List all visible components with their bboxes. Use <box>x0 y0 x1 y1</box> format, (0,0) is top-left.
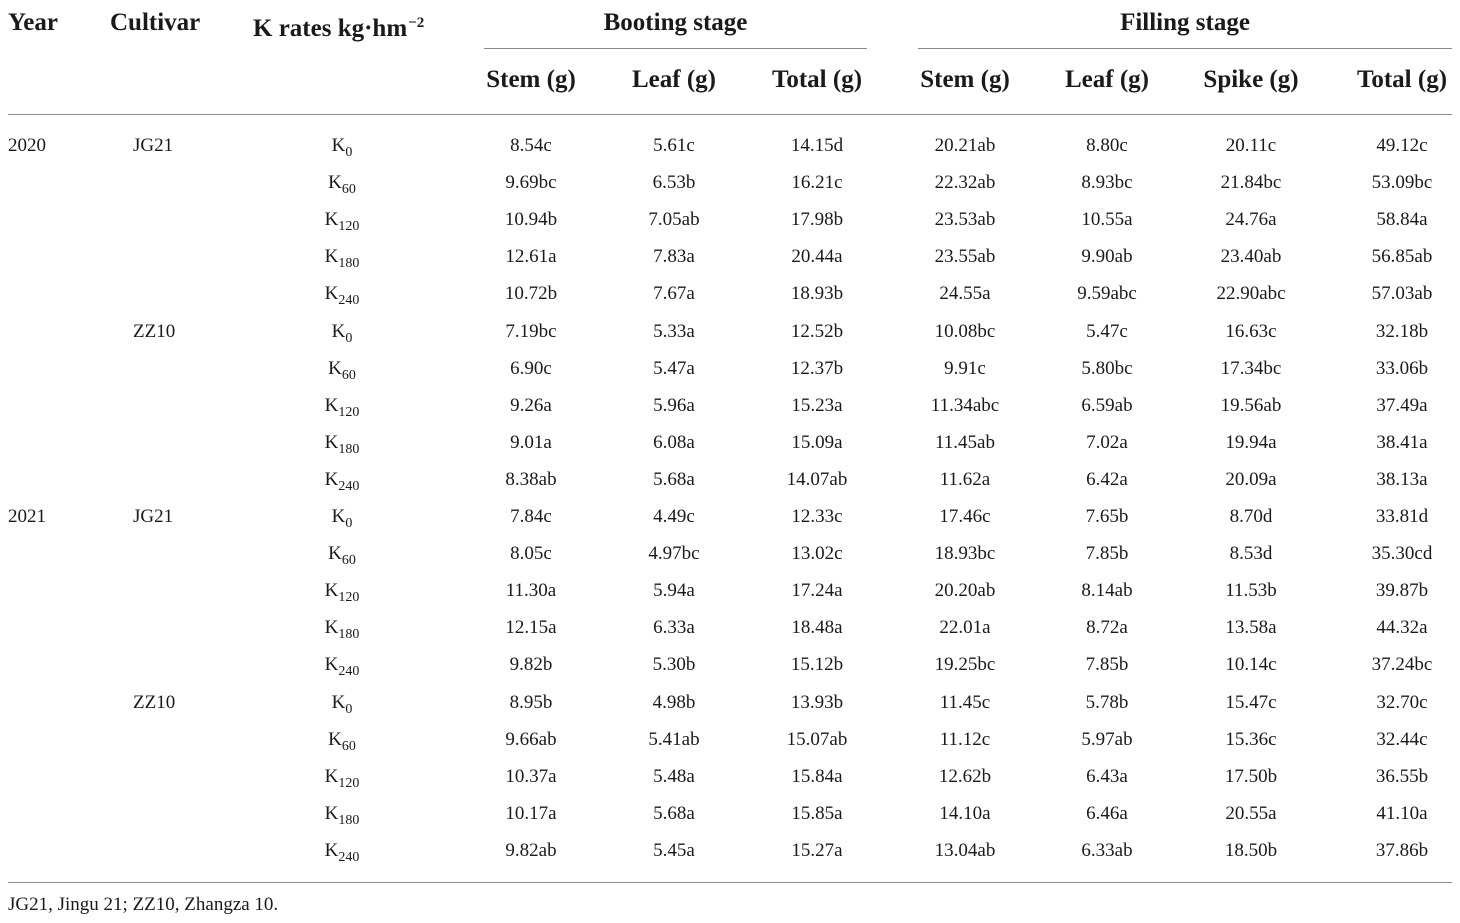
header-filling-stem: Stem (g) <box>920 66 1010 93</box>
cell-value: 6.42a <box>1086 468 1128 490</box>
cell-value: 14.10a <box>939 802 991 824</box>
header-k-rates-label: K rates kg·hm <box>253 15 408 42</box>
cell-value: 11.30a <box>505 580 557 602</box>
cell-value: 8.53d <box>1229 543 1273 565</box>
cell-value: 20.44a <box>791 246 843 268</box>
cell-value: 13.58a <box>1225 617 1277 639</box>
k-rate-symbol: K <box>331 506 346 527</box>
cell-value: 8.54c <box>510 135 552 156</box>
cell-value: 15.85a <box>791 802 843 824</box>
k-rate-subscript: 0 <box>345 516 353 531</box>
cell-value: 8.38ab <box>505 468 557 490</box>
table-row <box>0 320 1460 357</box>
cell-value: 12.33c <box>791 506 843 527</box>
k-rate-subscript: 60 <box>341 553 356 569</box>
cell-value: 7.05ab <box>648 209 700 231</box>
k-rate-subscript: 120 <box>338 404 360 420</box>
k-rate-subscript: 0 <box>345 701 353 717</box>
table-row <box>0 468 1460 505</box>
cell-value: 5.80bc <box>1081 357 1133 379</box>
cell-k-rate <box>302 765 382 796</box>
cell-value: 10.17a <box>505 802 557 824</box>
table-row <box>0 542 1460 579</box>
cell-value: 14.07ab <box>786 468 848 490</box>
cell-value: 35.30cd <box>1371 543 1433 565</box>
table-row <box>0 171 1460 208</box>
cell-value: 5.61c <box>653 135 695 156</box>
cell-value: 20.55a <box>1225 802 1277 824</box>
k-rate-symbol: K <box>324 765 339 787</box>
cell-value: 10.55a <box>1081 209 1133 231</box>
cell-value: 24.55a <box>939 283 991 305</box>
cell-value: 5.45a <box>653 839 695 861</box>
table-footnote: JG21, Jingu 21; ZZ10, Zhangza 10. <box>8 894 279 915</box>
cell-cultivar: JG21 <box>133 506 174 527</box>
k-rate-symbol: K <box>324 654 339 676</box>
cell-k-rate <box>302 505 382 536</box>
cell-value: 53.09bc <box>1371 172 1433 194</box>
k-rate-symbol: K <box>324 580 339 602</box>
k-rate-symbol: K <box>324 468 339 490</box>
cell-value: 6.33ab <box>1081 839 1133 861</box>
k-rate-subscript: 120 <box>338 775 360 791</box>
cell-value: 32.70c <box>1376 691 1428 713</box>
cell-value: 9.90ab <box>1081 246 1133 268</box>
cell-value: 8.05c <box>510 543 552 565</box>
k-rate-subscript: 60 <box>341 367 356 383</box>
cell-value: 5.68a <box>653 468 695 490</box>
k-rate-symbol: K <box>324 839 339 861</box>
cell-year: 2020 <box>8 135 46 156</box>
k-rate-subscript: 240 <box>338 293 360 309</box>
table-row <box>0 653 1460 690</box>
cell-value: 5.96a <box>653 394 695 416</box>
cell-value: 4.49c <box>653 506 695 527</box>
cell-value: 22.90abc <box>1216 283 1286 305</box>
cell-value: 5.94a <box>653 580 695 602</box>
cell-value: 23.40ab <box>1220 246 1282 268</box>
k-rate-symbol: K <box>324 283 339 305</box>
cell-value: 12.52b <box>790 320 844 342</box>
cell-k-rate <box>302 468 382 499</box>
cell-value: 11.53b <box>1225 580 1277 602</box>
cell-value: 18.93bc <box>934 543 996 565</box>
header-k-rates-exponent: −2 <box>408 15 425 31</box>
cell-k-rate <box>302 171 382 202</box>
cell-value: 7.19bc <box>505 320 557 342</box>
cell-value: 39.87b <box>1375 580 1429 602</box>
cell-value: 20.20ab <box>934 580 996 602</box>
cell-value: 44.32a <box>1376 617 1428 639</box>
cell-value: 5.47c <box>1086 320 1128 342</box>
cell-value: 18.93b <box>790 283 844 305</box>
table-row <box>0 357 1460 394</box>
cell-value: 15.23a <box>791 394 843 416</box>
cell-value: 8.95b <box>509 691 553 713</box>
cell-value: 13.02c <box>791 543 843 565</box>
cell-value: 17.46c <box>939 506 991 527</box>
cell-value: 5.68a <box>653 802 695 824</box>
table-row <box>0 208 1460 245</box>
table-row <box>0 134 1460 171</box>
cell-value: 17.34bc <box>1220 357 1282 379</box>
k-rate-symbol: K <box>328 172 342 194</box>
cell-value: 5.47a <box>653 357 695 379</box>
cell-value: 10.37a <box>505 765 557 787</box>
cell-value: 7.02a <box>1086 431 1128 453</box>
cell-value: 13.93b <box>790 691 844 713</box>
cell-value: 15.36c <box>1225 728 1277 750</box>
cell-value: 6.46a <box>1086 802 1128 824</box>
cell-value: 6.90c <box>510 357 552 379</box>
cell-value: 12.37b <box>790 357 844 379</box>
k-rate-symbol: K <box>328 357 342 379</box>
cell-value: 11.12c <box>939 728 991 750</box>
cell-value: 22.32ab <box>934 172 996 194</box>
cell-k-rate <box>302 282 382 313</box>
cell-value: 17.24a <box>791 580 843 602</box>
cell-value: 6.08a <box>653 431 695 453</box>
cell-value: 8.70d <box>1229 506 1273 527</box>
cell-k-rate <box>302 653 382 684</box>
cell-k-rate <box>302 208 382 239</box>
cell-value: 36.55b <box>1375 765 1429 787</box>
header-k-rates <box>253 8 424 44</box>
cell-value: 21.84bc <box>1220 172 1282 194</box>
header-booting-stage: Booting stage <box>603 9 748 36</box>
cell-value: 7.67a <box>653 283 695 305</box>
cell-value: 57.03ab <box>1371 283 1433 305</box>
cell-value: 11.34abc <box>930 394 1000 416</box>
cell-value: 13.04ab <box>934 839 996 861</box>
k-rate-subscript: 240 <box>338 664 360 680</box>
cell-value: 15.09a <box>791 431 843 453</box>
cell-value: 7.85b <box>1085 543 1129 565</box>
cell-cultivar: JG21 <box>133 135 174 156</box>
table-row <box>0 579 1460 616</box>
cell-value: 10.14c <box>1225 654 1277 676</box>
k-rate-subscript: 180 <box>338 812 360 828</box>
cell-value: 33.81d <box>1375 506 1429 527</box>
cell-k-rate <box>302 245 382 276</box>
table-row <box>0 728 1460 765</box>
table-row <box>0 802 1460 839</box>
cell-value: 7.85b <box>1085 654 1129 676</box>
table-row <box>0 282 1460 319</box>
k-rate-subscript: 240 <box>338 478 360 494</box>
k-rate-subscript: 120 <box>338 590 360 606</box>
cell-k-rate <box>302 802 382 833</box>
header-booting-leaf: Leaf (g) <box>632 66 716 93</box>
table-row <box>0 839 1460 876</box>
cell-value: 7.84c <box>510 506 552 527</box>
cell-k-rate <box>302 357 382 388</box>
cell-value: 8.14ab <box>1081 580 1133 602</box>
cell-value: 41.10a <box>1376 802 1428 824</box>
cell-value: 18.48a <box>791 617 843 639</box>
cell-value: 7.83a <box>653 246 695 268</box>
cell-value: 10.08bc <box>934 320 996 342</box>
cell-value: 12.61a <box>505 246 557 268</box>
header-year: Year <box>8 9 58 36</box>
cell-value: 9.82ab <box>505 839 557 861</box>
cell-value: 11.45c <box>939 691 991 713</box>
table-row <box>0 616 1460 653</box>
cell-value: 9.66ab <box>505 728 557 750</box>
cell-value: 38.41a <box>1376 431 1428 453</box>
header-booting-stem: Stem (g) <box>486 66 576 93</box>
header-filling-total: Total (g) <box>1356 66 1448 93</box>
cell-k-rate <box>302 394 382 425</box>
cell-value: 11.45ab <box>935 431 995 453</box>
table-bottom-rule <box>8 882 1452 883</box>
cell-value: 10.72b <box>504 283 558 305</box>
k-rate-subscript: 240 <box>338 849 360 865</box>
cell-value: 9.91c <box>944 357 986 379</box>
cell-k-rate <box>302 431 382 462</box>
cell-value: 19.56ab <box>1220 394 1282 416</box>
cell-value: 9.01a <box>510 431 552 453</box>
k-rate-subscript: 60 <box>341 182 356 198</box>
header-bottom-rule <box>8 114 1452 115</box>
cell-cultivar: ZZ10 <box>133 691 176 713</box>
cell-value: 17.98b <box>790 209 844 231</box>
cell-value: 8.93bc <box>1081 172 1133 194</box>
cell-k-rate <box>302 691 382 722</box>
k-rate-symbol: K <box>324 246 339 268</box>
cell-value: 15.12b <box>790 654 844 676</box>
cell-k-rate <box>302 616 382 647</box>
cell-value: 5.30b <box>652 654 696 676</box>
cell-value: 37.49a <box>1376 394 1428 416</box>
cell-value: 23.53ab <box>934 209 996 231</box>
cell-value: 11.62a <box>939 468 991 490</box>
k-rate-subscript: 120 <box>338 219 360 235</box>
cell-value: 22.01a <box>939 617 991 639</box>
cell-cultivar: ZZ10 <box>133 320 176 342</box>
cell-value: 5.48a <box>653 765 695 787</box>
cell-value: 12.15a <box>505 617 557 639</box>
header-booting-total: Total (g) <box>771 66 863 93</box>
cell-value: 49.12c <box>1376 135 1428 156</box>
k-rate-symbol: K <box>328 728 342 750</box>
cell-value: 19.94a <box>1225 431 1277 453</box>
cell-year: 2021 <box>8 506 46 527</box>
cell-value: 6.59ab <box>1081 394 1133 416</box>
cell-k-rate <box>302 134 382 165</box>
filling-group-rule <box>918 48 1452 49</box>
cell-value: 9.82b <box>509 654 553 676</box>
cell-value: 15.27a <box>791 839 843 861</box>
table-row <box>0 431 1460 468</box>
cell-value: 24.76a <box>1225 209 1277 231</box>
header-filling-spike: Spike (g) <box>1203 66 1299 93</box>
cell-value: 15.47c <box>1225 691 1277 713</box>
cell-value: 32.44c <box>1376 728 1428 750</box>
cell-value: 33.06b <box>1375 357 1429 379</box>
cell-k-rate <box>302 839 382 870</box>
cell-value: 37.86b <box>1375 839 1429 861</box>
table-row <box>0 394 1460 431</box>
cell-value: 10.94b <box>504 209 558 231</box>
cell-value: 5.33a <box>653 320 695 342</box>
cell-value: 16.21c <box>791 172 843 194</box>
cell-value: 12.62b <box>938 765 992 787</box>
cell-value: 5.41ab <box>648 728 700 750</box>
cell-k-rate <box>302 579 382 610</box>
header-filling-leaf: Leaf (g) <box>1065 66 1149 93</box>
table-row <box>0 505 1460 542</box>
cell-value: 14.15d <box>790 135 844 156</box>
table-row <box>0 765 1460 802</box>
cell-value: 18.50b <box>1224 839 1278 861</box>
table-row <box>0 691 1460 728</box>
cell-value: 15.84a <box>791 765 843 787</box>
k-rate-symbol: K <box>331 320 346 342</box>
k-rate-subscript: 180 <box>338 441 360 457</box>
booting-group-rule <box>484 48 867 49</box>
k-rate-subscript: 0 <box>345 330 353 346</box>
k-rate-symbol: K <box>324 617 339 639</box>
cell-value: 4.97bc <box>648 543 700 565</box>
cell-value: 17.50b <box>1224 765 1278 787</box>
k-rate-symbol: K <box>324 802 339 824</box>
table-row <box>0 245 1460 282</box>
cell-value: 32.18b <box>1375 320 1429 342</box>
k-rate-subscript: 180 <box>338 256 360 272</box>
cell-value: 38.13a <box>1376 468 1428 490</box>
cell-k-rate <box>302 320 382 351</box>
cell-value: 20.09a <box>1225 468 1277 490</box>
cell-value: 56.85ab <box>1371 246 1433 268</box>
cell-value: 6.33a <box>653 617 695 639</box>
cell-value: 9.59abc <box>1077 283 1137 305</box>
cell-value: 8.72a <box>1086 617 1128 639</box>
k-rate-symbol: K <box>331 691 346 713</box>
cell-value: 9.69bc <box>505 172 557 194</box>
header-filling-stage: Filling stage <box>1120 9 1250 36</box>
cell-value: 9.26a <box>510 394 552 416</box>
cell-k-rate <box>302 542 382 573</box>
cell-value: 6.53b <box>652 172 696 194</box>
header-cultivar: Cultivar <box>110 9 201 36</box>
k-rate-symbol: K <box>328 543 342 565</box>
cell-value: 15.07ab <box>786 728 848 750</box>
cell-value: 6.43a <box>1086 765 1128 787</box>
cell-value: 4.98b <box>652 691 696 713</box>
k-rate-symbol: K <box>324 431 339 453</box>
cell-value: 37.24bc <box>1371 654 1433 676</box>
cell-value: 58.84a <box>1376 209 1428 231</box>
cell-value: 5.97ab <box>1081 728 1133 750</box>
k-rate-symbol: K <box>324 209 339 231</box>
cell-value: 5.78b <box>1085 691 1129 713</box>
cell-value: 20.21ab <box>934 135 996 156</box>
cell-value: 23.55ab <box>934 246 996 268</box>
k-rate-symbol: K <box>331 135 346 156</box>
cell-value: 20.11c <box>1225 135 1277 156</box>
cell-value: 7.65b <box>1085 506 1129 527</box>
k-rate-subscript: 0 <box>345 145 353 160</box>
cell-value: 19.25bc <box>934 654 996 676</box>
k-rate-subscript: 180 <box>338 627 360 643</box>
k-rate-subscript: 60 <box>341 738 356 754</box>
k-rate-symbol: K <box>324 394 339 416</box>
cell-value: 16.63c <box>1225 320 1277 342</box>
cell-value: 8.80c <box>1086 135 1128 156</box>
cell-k-rate <box>302 728 382 759</box>
